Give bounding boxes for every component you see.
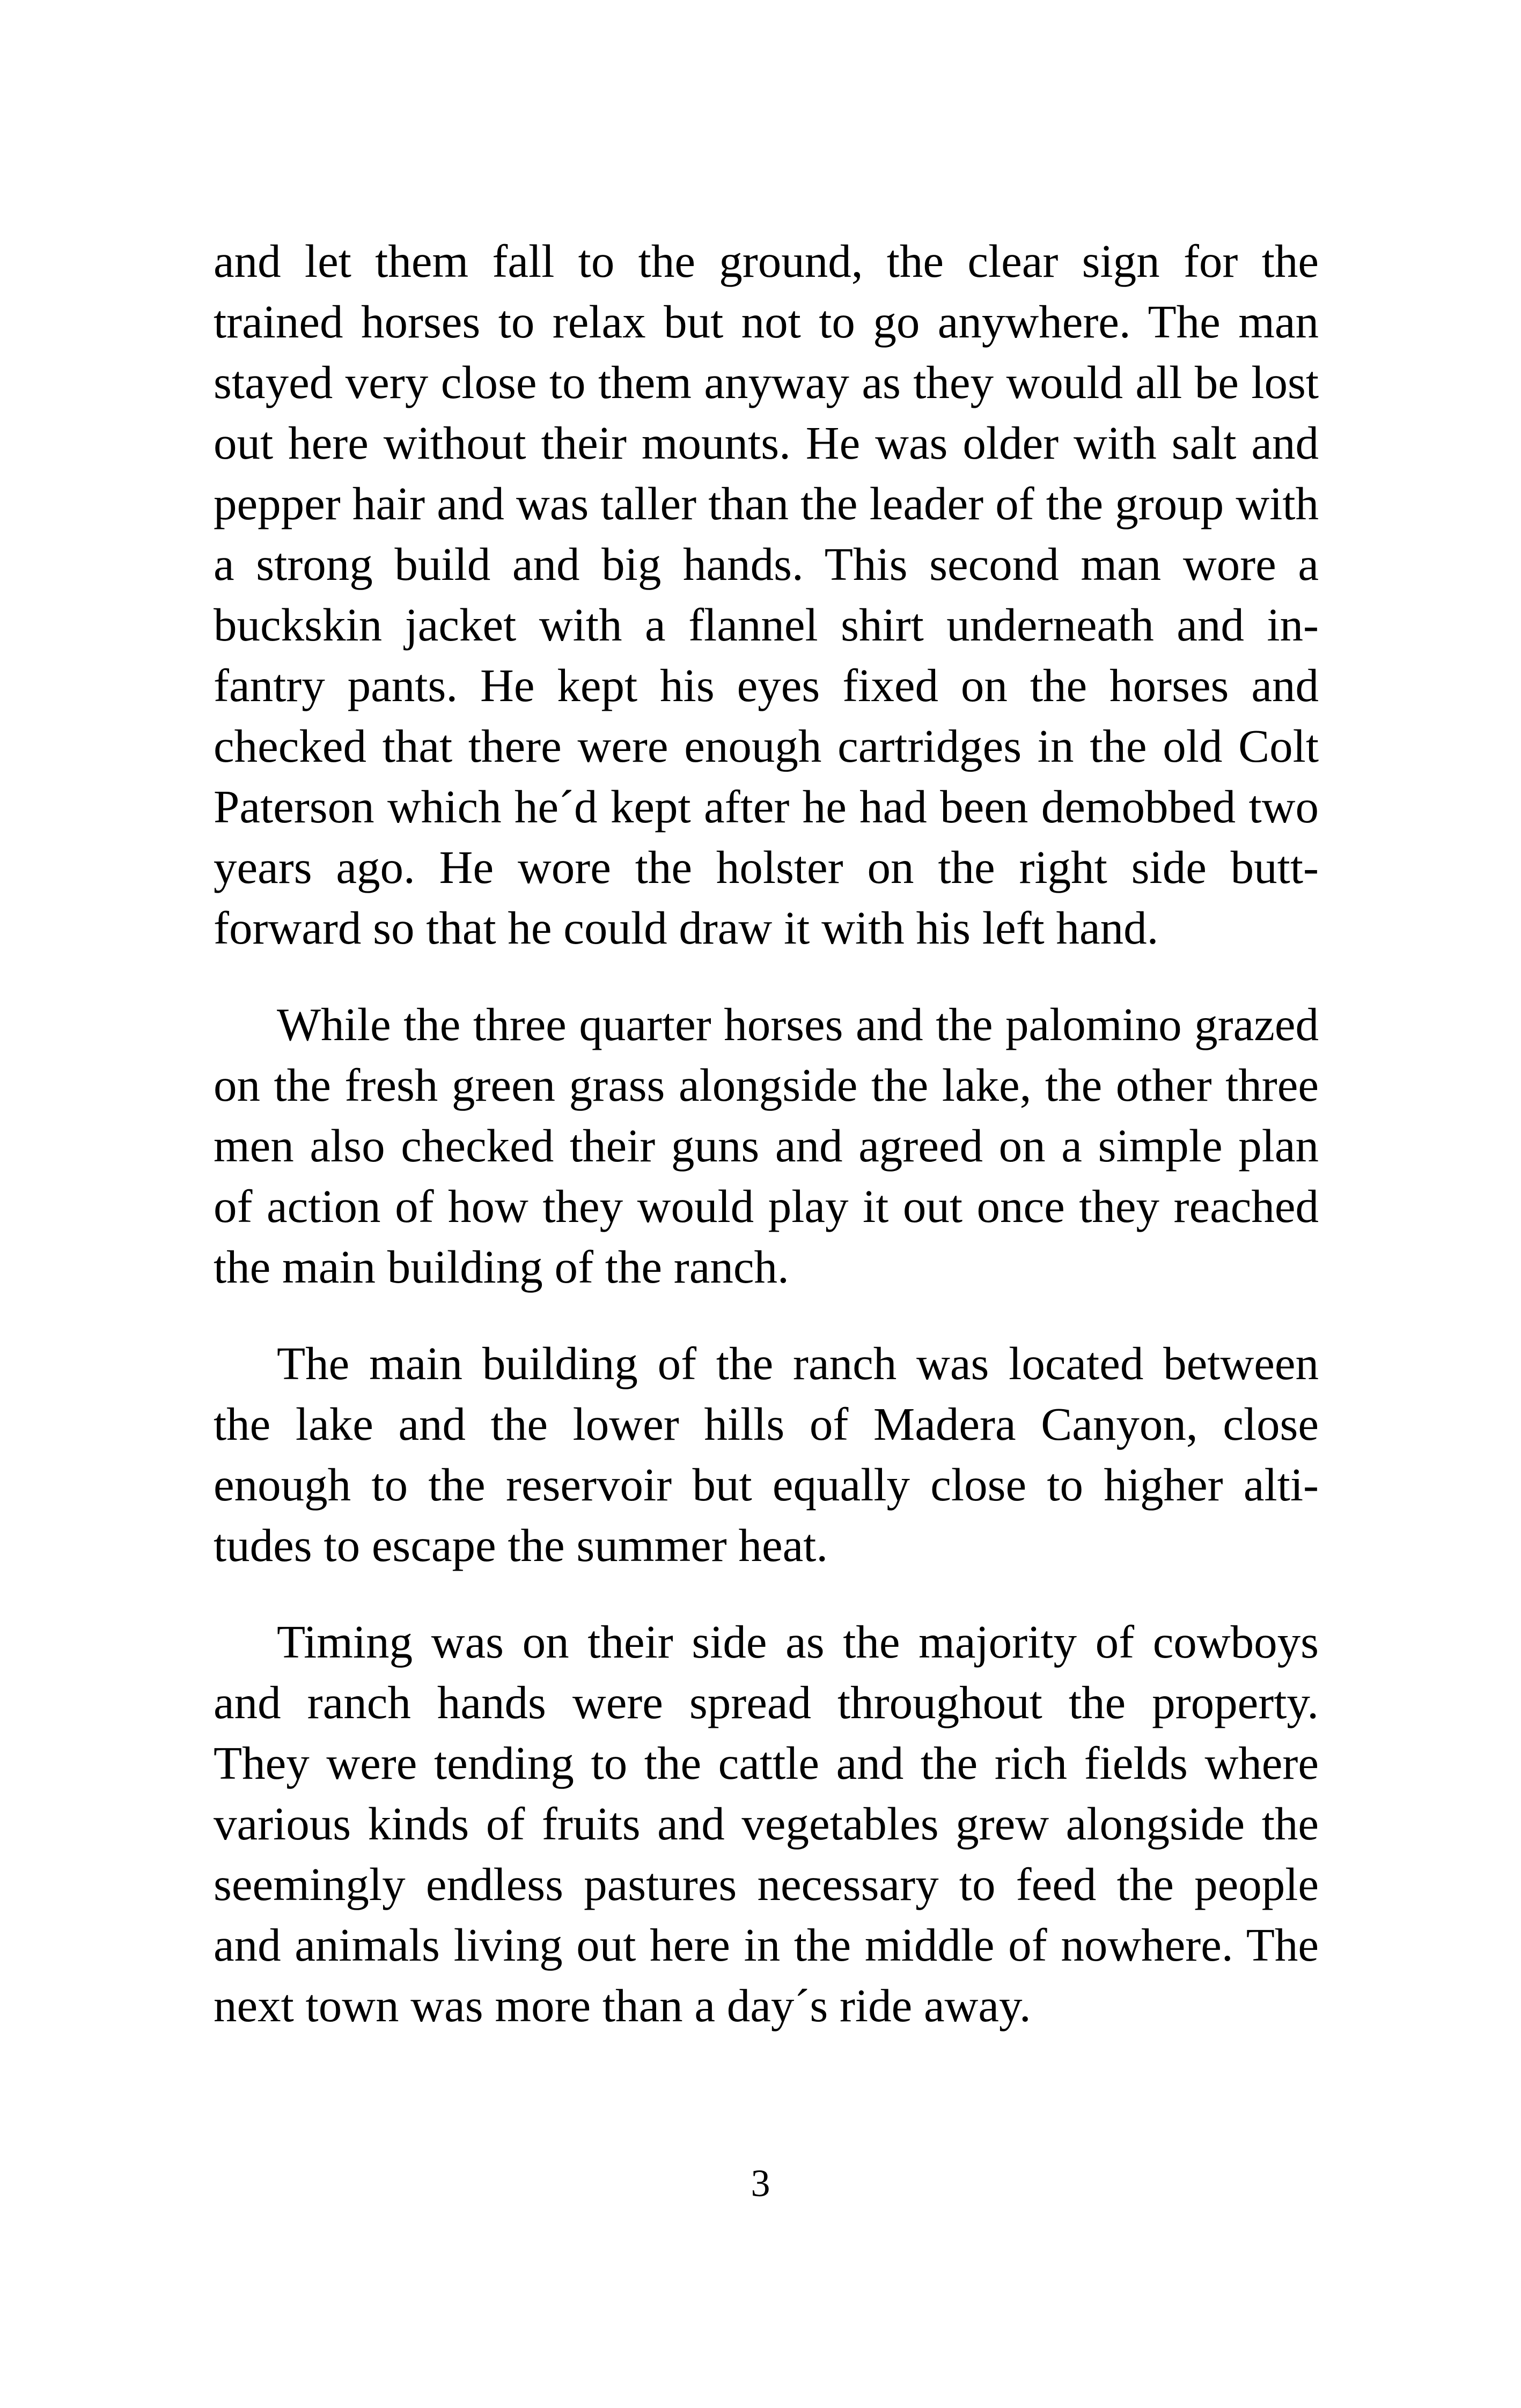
paragraph-grazing-horses: While the three quarter horses and the palomino grazed on the fresh green grass alongside the lake, the other three men also checked their guns and agreed on a simple plan of action of how they would play it out once they reached the main building of the ranch. (214, 998, 1319, 1293)
paragraph-timing: Timing was on their side as the majority of cowboys and ranch hands were spread throughout the property. They were tending to the cattle and the rich fields where various kinds of fruits and vegetables grew alongside the seemingly endless pastures necessary to feed the people and animals living out here in the middle of nowhere. The next town was more than a day´s ride away. (214, 1616, 1319, 2031)
page-number: 3 (751, 2162, 770, 2205)
paragraph-ranch-location: The main building of the ranch was located between the lake and the lower hills of Madera Canyon, close enough to the reservoir but equally close to higher alti-tudes to escape the summer heat. (214, 1337, 1319, 1571)
paragraph-continuation: and let them fall to the ground, the clear sign for the trained horses to relax but not to go anywhere. The man stayed very close to them anyway as they would all be lost out here without their mounts. He was older with salt and pepper hair and was taller than the leader of the group with a strong build and big hands. This second man wore a buckskin jacket with a flannel shirt underneath and in-fantry pants. He kept his eyes fixed on the horses and checked that there were enough cartridges in the old Colt Paterson which he´d kept after he had been demobbed two years ago. He wore the holster on the right side butt-forward so that he could draw it with his left hand. (214, 235, 1319, 954)
body-text (214, 231, 1319, 2036)
